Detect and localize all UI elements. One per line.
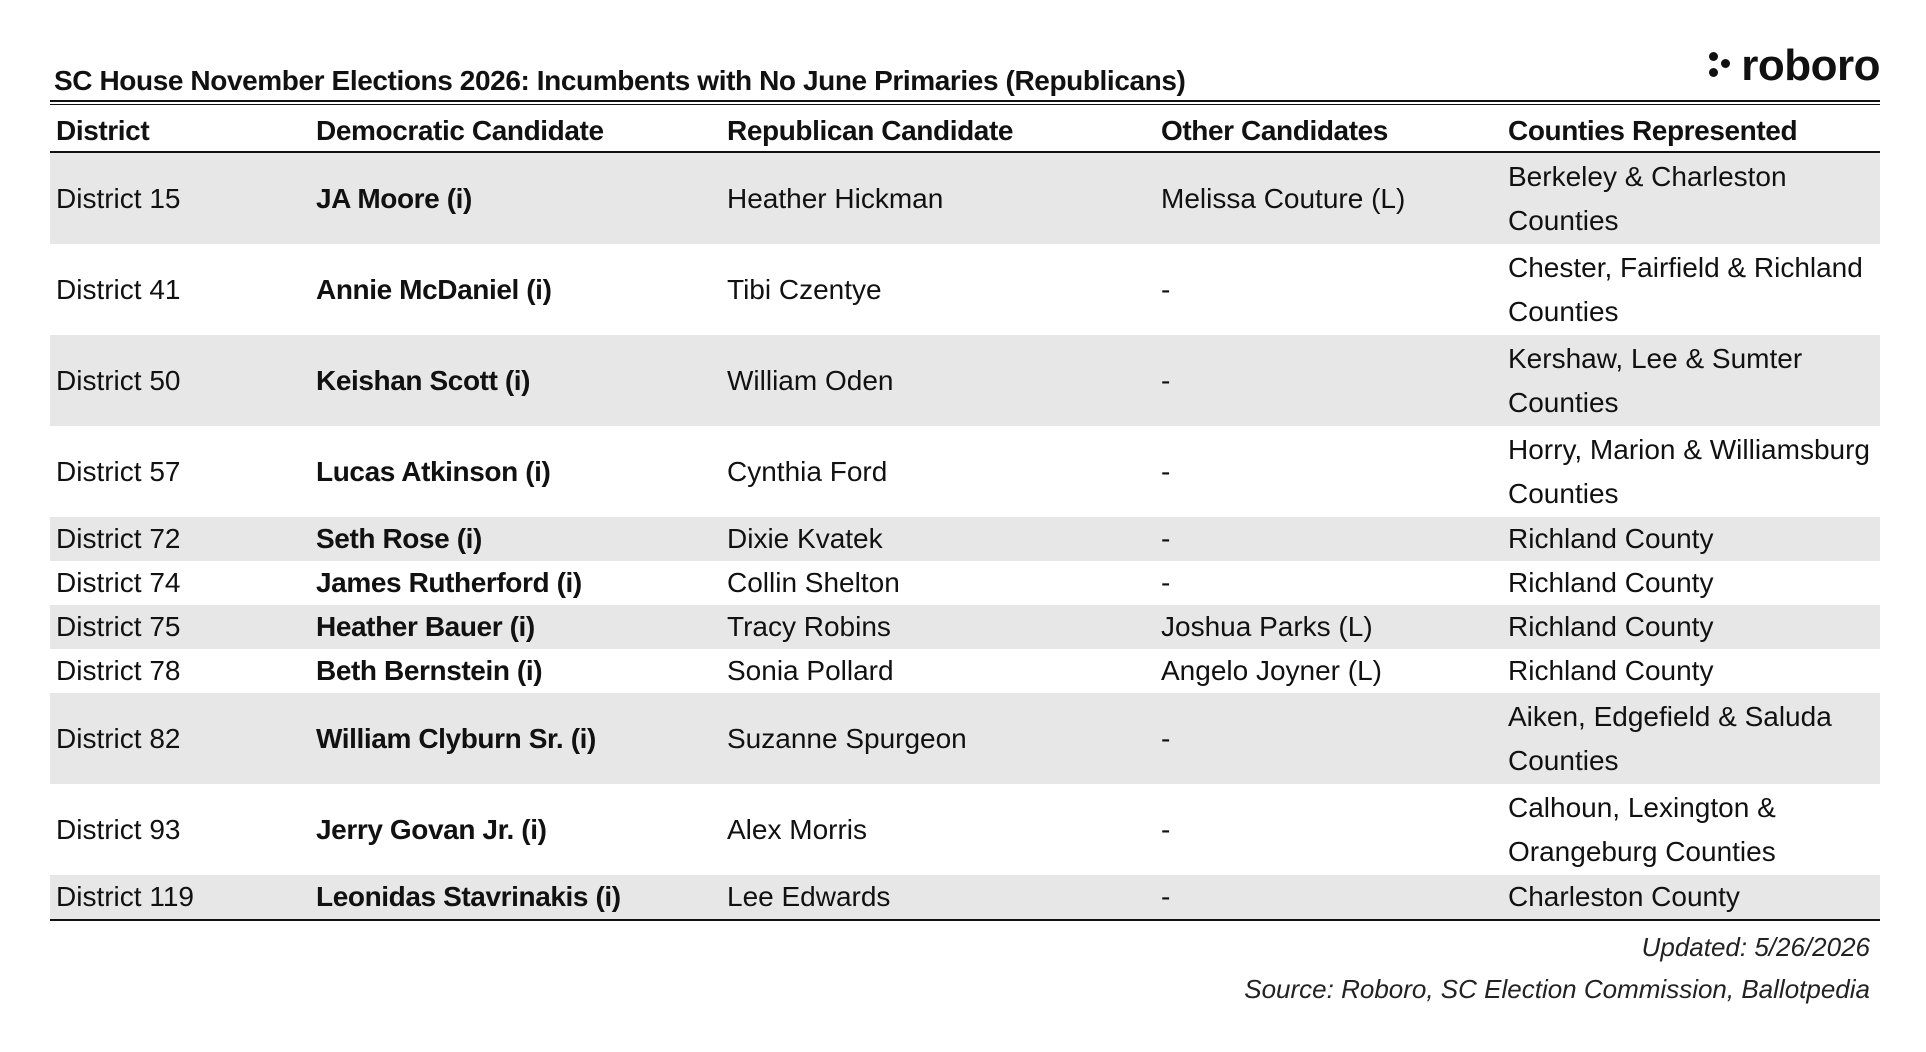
counties-cell: Aiken, Edgefield & Saluda Counties bbox=[1502, 693, 1880, 784]
other-candidates-cell: - bbox=[1155, 517, 1502, 561]
republican-candidate-cell: Alex Morris bbox=[727, 813, 868, 845]
district-cell: District 50 bbox=[50, 335, 310, 426]
district-cell: District 74 bbox=[56, 567, 181, 598]
counties-cell: Calhoun, Lexington & Orangeburg Counties bbox=[1508, 791, 1776, 867]
column-header-republican-candidate: Republican Candidate bbox=[721, 105, 1155, 152]
table-row bbox=[50, 335, 1880, 426]
democratic-candidate-cell: James Rutherford (i) bbox=[316, 567, 582, 598]
democratic-candidate-cell: JA Moore (i) bbox=[310, 152, 721, 244]
district-cell: District 75 bbox=[50, 605, 310, 649]
democratic-candidate-cell: Keishan Scott (i) bbox=[310, 335, 721, 426]
republican-candidate-cell: Tracy Robins bbox=[721, 605, 1155, 649]
district-cell: District 57 bbox=[56, 455, 181, 487]
column-header-other-candidates: Other Candidates bbox=[1155, 105, 1502, 152]
footer bbox=[50, 927, 1880, 1011]
democratic-candidate-cell: Lucas Atkinson (i) bbox=[316, 455, 551, 487]
other-candidates-cell: - bbox=[1161, 567, 1171, 598]
district-cell: District 119 bbox=[50, 875, 310, 920]
democratic-candidate-cell: Beth Bernstein (i) bbox=[316, 655, 543, 686]
counties-cell: Richland County bbox=[1508, 655, 1714, 686]
table-row bbox=[50, 875, 1880, 920]
logo-text: roboro bbox=[1741, 41, 1880, 90]
district-cell: District 78 bbox=[56, 655, 181, 686]
democratic-candidate-cell: Leonidas Stavrinakis (i) bbox=[310, 875, 721, 920]
republican-candidate-cell: William Oden bbox=[721, 335, 1155, 426]
table-row bbox=[50, 561, 1880, 605]
candidates-table bbox=[50, 105, 1880, 921]
republican-candidate-cell: Cynthia Ford bbox=[727, 455, 888, 487]
democratic-candidate-cell: Seth Rose (i) bbox=[310, 517, 721, 561]
other-candidates-cell: - bbox=[1161, 455, 1171, 487]
column-header-district: District bbox=[50, 105, 310, 152]
other-candidates-cell: Angelo Joyner (L) bbox=[1161, 655, 1383, 686]
page-title: SC House November Elections 2026: Incumbents with No June Primaries (Republicans) bbox=[54, 65, 1186, 96]
counties-cell: Richland County bbox=[1502, 517, 1880, 561]
counties-cell: Berkeley & Charleston Counties bbox=[1502, 152, 1880, 244]
district-cell: District 93 bbox=[56, 813, 181, 845]
republican-candidate-cell: Suzanne Spurgeon bbox=[721, 693, 1155, 784]
other-candidates-cell: - bbox=[1161, 813, 1171, 845]
report-page bbox=[50, 41, 1880, 1011]
republican-candidate-cell: Tibi Czentye bbox=[727, 273, 882, 305]
table-row bbox=[50, 517, 1880, 561]
table-header-row bbox=[50, 105, 1880, 152]
updated-date: Updated: 5/26/2026 bbox=[1641, 932, 1870, 962]
democratic-candidate-cell: Heather Bauer (i) bbox=[310, 605, 721, 649]
district-cell: District 82 bbox=[50, 693, 310, 784]
table-row bbox=[50, 426, 1880, 517]
other-candidates-cell: - bbox=[1161, 273, 1171, 305]
column-header-democratic-candidate: Democratic Candidate bbox=[310, 105, 721, 152]
other-candidates-cell: - bbox=[1155, 693, 1502, 784]
democratic-candidate-cell: Annie McDaniel (i) bbox=[316, 273, 552, 305]
table-row bbox=[50, 784, 1880, 875]
source-note: Source: Roboro, SC Election Commission, Ballotpedia bbox=[1244, 974, 1870, 1004]
republican-candidate-cell: Dixie Kvatek bbox=[721, 517, 1155, 561]
district-cell: District 72 bbox=[50, 517, 310, 561]
table-row bbox=[50, 244, 1880, 335]
republican-candidate-cell: Collin Shelton bbox=[727, 567, 900, 598]
other-candidates-cell: Melissa Couture (L) bbox=[1155, 152, 1502, 244]
table-row bbox=[50, 152, 1880, 244]
republican-candidate-cell: Heather Hickman bbox=[721, 152, 1155, 244]
district-cell: District 41 bbox=[56, 273, 181, 305]
counties-cell: Richland County bbox=[1508, 567, 1714, 598]
counties-cell: Kershaw, Lee & Sumter Counties bbox=[1502, 335, 1880, 426]
title-row bbox=[50, 41, 1880, 100]
counties-cell: Richland County bbox=[1502, 605, 1880, 649]
other-candidates-cell: - bbox=[1155, 875, 1502, 920]
republican-candidate-cell: Lee Edwards bbox=[721, 875, 1155, 920]
roboro-dots-logo-icon bbox=[1709, 52, 1731, 80]
column-header-counties-represented: Counties Represented bbox=[1502, 105, 1880, 152]
counties-cell: Chester, Fairfield & Richland Counties bbox=[1508, 251, 1863, 327]
table-row bbox=[50, 605, 1880, 649]
district-cell: District 15 bbox=[50, 152, 310, 244]
republican-candidate-cell: Sonia Pollard bbox=[727, 655, 894, 686]
democratic-candidate-cell: William Clyburn Sr. (i) bbox=[310, 693, 721, 784]
counties-cell: Horry, Marion & Williamsburg Counties bbox=[1508, 433, 1870, 509]
other-candidates-cell: Joshua Parks (L) bbox=[1155, 605, 1502, 649]
counties-cell: Charleston County bbox=[1502, 875, 1880, 920]
democratic-candidate-cell: Jerry Govan Jr. (i) bbox=[316, 813, 547, 845]
roboro-logo bbox=[1709, 41, 1880, 90]
table-row bbox=[50, 649, 1880, 693]
table-row bbox=[50, 693, 1880, 784]
other-candidates-cell: - bbox=[1155, 335, 1502, 426]
